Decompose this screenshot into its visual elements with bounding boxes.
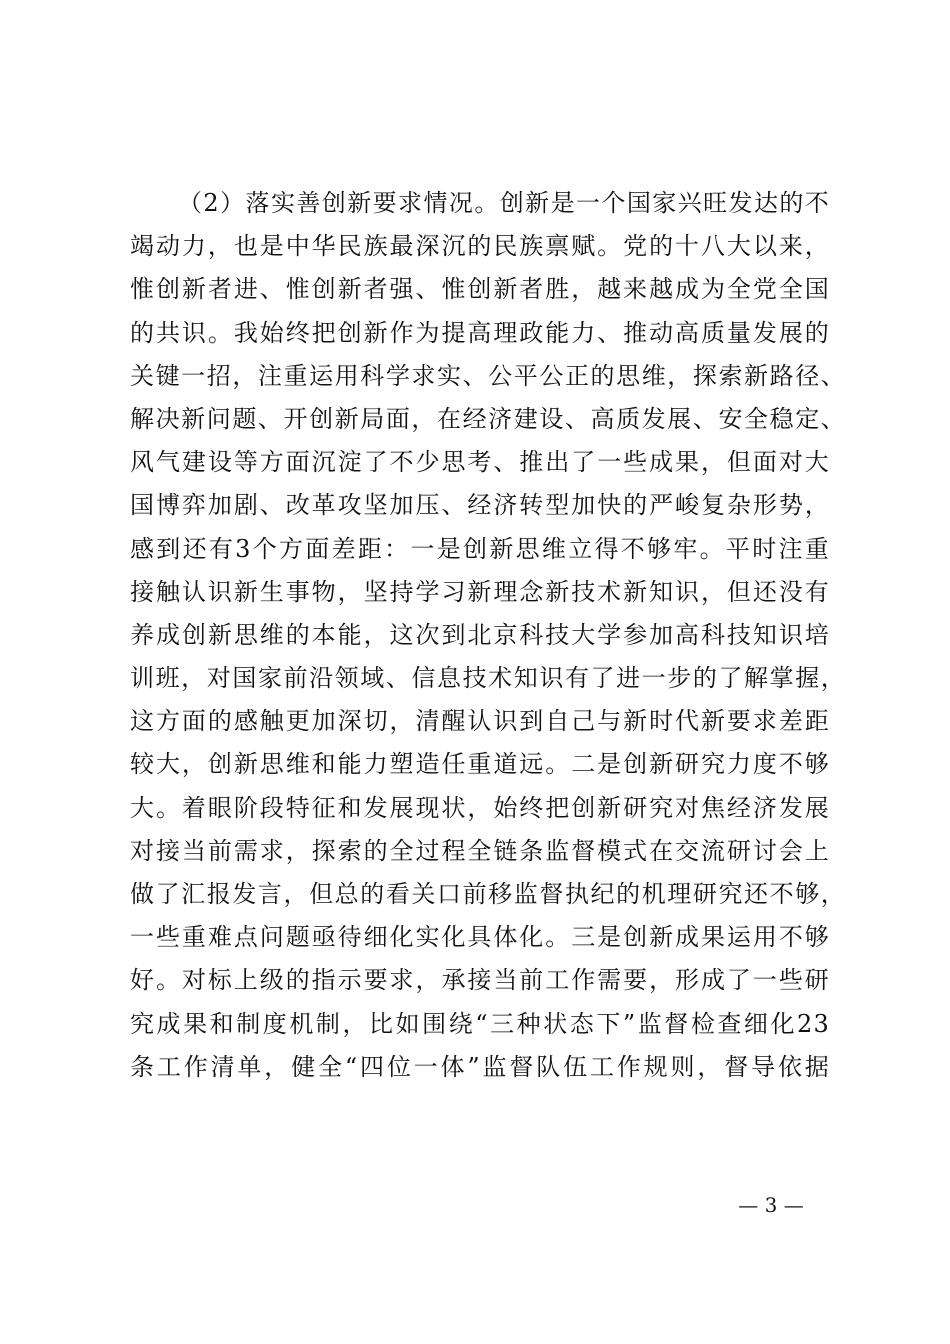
paragraph-line: 养成创新思维的本能，这次到北京科技大学参加高科技知识培 <box>130 620 830 649</box>
paragraph-line: 解决新问题、开创新局面，在经济建设、高质发展、安全稳定、 <box>130 404 846 433</box>
page-number: — 3 — <box>738 1193 804 1217</box>
paragraph-line: 究成果和制度机制，比如围绕“三种状态下”监督检查细化23 <box>130 1009 830 1038</box>
body-text <box>130 182 850 1089</box>
paragraph-line: 接触认识新生事物，坚持学习新理念新技术新知识，但还没有 <box>130 577 830 606</box>
paragraph-line: 的共识。我始终把创新作为提高理政能力、推动高质量发展的 <box>130 318 830 347</box>
paragraph-line: （2）落实善创新要求情况。创新是一个国家兴旺发达的不 <box>178 189 830 217</box>
paragraph-line: 做了汇报发言，但总的看关口前移监督执纪的机理研究还不够， <box>130 880 846 908</box>
paragraph-line: 关键一招，注重运用科学求实、公平公正的思维，探索新路径、 <box>130 361 846 390</box>
paragraph-line: 国博弈加剧、改革攻坚加压、经济转型加快的严峻复杂形势， <box>130 491 830 520</box>
paragraph-line: 竭动力，也是中华民族最深沉的民族禀赋。党的十八大以来， <box>130 232 830 261</box>
paragraph-line: 一些重难点问题亟待细化实化具体化。三是创新成果运用不够 <box>130 923 830 952</box>
paragraph-line: 风气建设等方面沉淀了不少思考、推出了一些成果，但面对大 <box>130 448 830 477</box>
paragraph-line: 较大，创新思维和能力塑造任重道远。二是创新研究力度不够 <box>130 750 830 779</box>
paragraph-line: 条工作清单，健全“四位一体”监督队伍工作规则，督导依据 <box>130 1052 830 1081</box>
paragraph-line: 大。着眼阶段特征和发展现状，始终把创新研究对焦经济发展 <box>130 793 830 822</box>
paragraph-line: 好。对标上级的指示要求，承接当前工作需要，形成了一些研 <box>130 966 830 995</box>
paragraph-line: 对接当前需求，探索的全过程全链条监督模式在交流研讨会上 <box>130 836 830 865</box>
paragraph-line: 惟创新者进、惟创新者强、惟创新者胜，越来越成为全党全国 <box>130 275 830 304</box>
paragraph-line: 这方面的感触更加深切，清醒认识到自己与新时代新要求差距 <box>130 707 830 736</box>
paragraph-line: 感到还有3个方面差距：一是创新思维立得不够牢。平时注重 <box>130 534 830 563</box>
paragraph-line: 训班，对国家前沿领域、信息技术知识有了进一步的了解掌握， <box>130 664 846 693</box>
